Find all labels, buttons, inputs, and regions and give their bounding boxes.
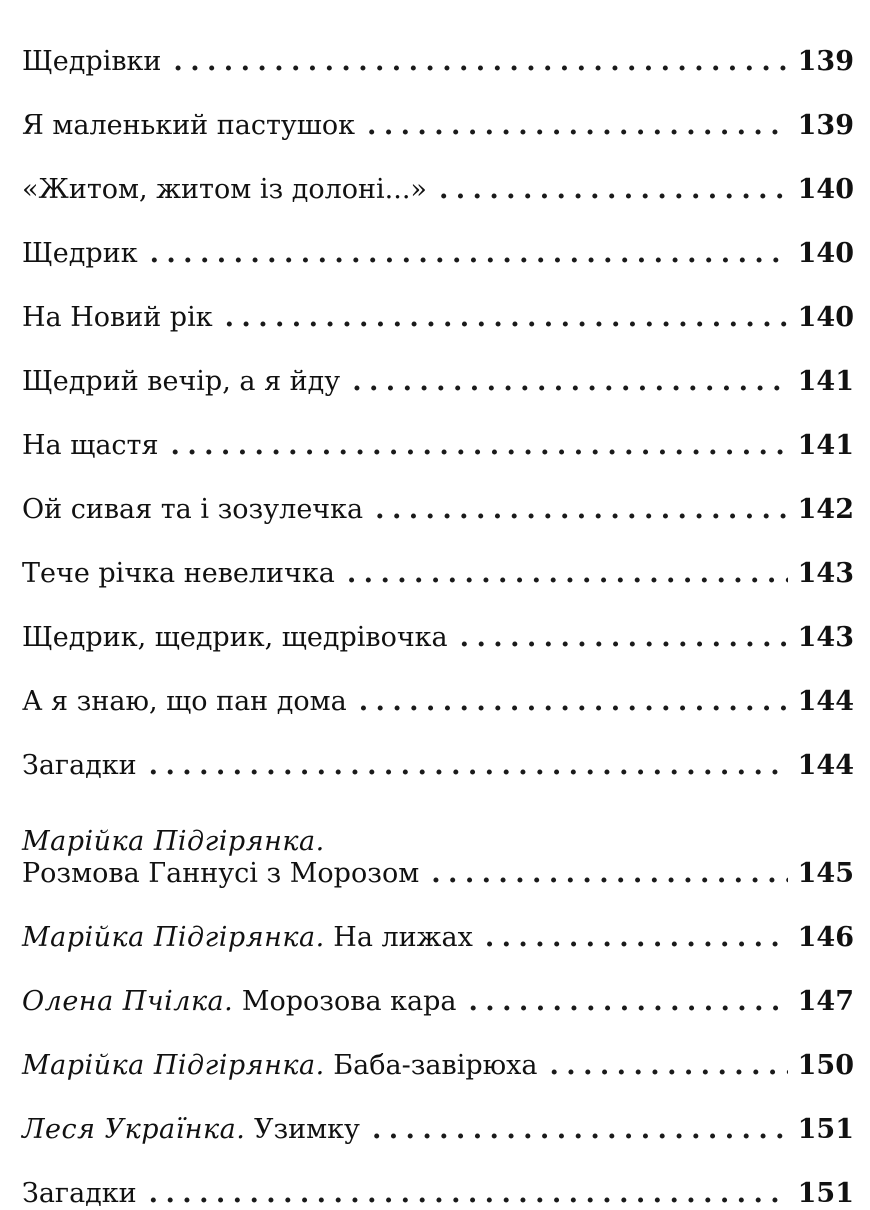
entry-title: Загадки bbox=[22, 1178, 137, 1209]
entry-title: Щедрик, щедрик, щедрівочка bbox=[22, 622, 448, 653]
toc-entry[interactable] bbox=[22, 1146, 854, 1210]
entry-title: Щедрий вечір, а я йду bbox=[22, 366, 341, 397]
toc-entry[interactable] bbox=[22, 1018, 854, 1082]
entry-title: На Новий рік bbox=[22, 302, 213, 333]
entry-author: Леся Українка. bbox=[22, 1114, 246, 1145]
entry-author: Марійка Підгірянка. bbox=[22, 826, 325, 857]
dot-leader bbox=[173, 46, 787, 78]
toc-entry[interactable] bbox=[22, 654, 854, 718]
toc-entry[interactable] bbox=[22, 78, 854, 142]
toc-entry[interactable] bbox=[22, 782, 854, 890]
entry-title: Щедрик bbox=[22, 238, 138, 269]
dot-leader bbox=[225, 302, 788, 334]
page-number: 144 bbox=[797, 686, 854, 717]
entry-title: Ой сивая та і зозулечка bbox=[22, 494, 364, 525]
dot-leader bbox=[439, 174, 788, 206]
entry-title-block bbox=[22, 1050, 537, 1082]
entry-title: Баба-завірюха bbox=[333, 1050, 538, 1081]
dot-leader bbox=[469, 986, 788, 1018]
page-number: 140 bbox=[797, 302, 854, 333]
page-number: 144 bbox=[797, 750, 854, 781]
page-number: 150 bbox=[797, 1050, 854, 1081]
toc-entry[interactable] bbox=[22, 14, 854, 78]
page-number: 142 bbox=[797, 494, 854, 525]
page-number: 151 bbox=[797, 1178, 854, 1209]
dot-leader bbox=[171, 430, 788, 462]
toc-entry[interactable] bbox=[22, 890, 854, 954]
page-number: 140 bbox=[797, 174, 854, 205]
toc-entry[interactable] bbox=[22, 398, 854, 462]
page-number: 143 bbox=[797, 558, 854, 589]
dot-leader bbox=[460, 622, 788, 654]
toc-entry[interactable] bbox=[22, 270, 854, 334]
entry-title: На щастя bbox=[22, 430, 159, 461]
dot-leader bbox=[485, 922, 788, 954]
entry-title: Узимку bbox=[253, 1114, 360, 1145]
dot-leader bbox=[375, 494, 787, 526]
toc-entry[interactable] bbox=[22, 526, 854, 590]
dot-leader bbox=[372, 1114, 788, 1146]
entry-title: На лижах bbox=[333, 922, 473, 953]
toc-entry[interactable] bbox=[22, 142, 854, 206]
page-number: 146 bbox=[797, 922, 854, 953]
dot-leader bbox=[549, 1050, 787, 1082]
entry-title: Щедрівки bbox=[22, 46, 162, 77]
page-number: 139 bbox=[797, 110, 854, 141]
entry-title: Морозова кара bbox=[241, 986, 457, 1017]
page-number: 141 bbox=[797, 430, 854, 461]
toc-entry[interactable] bbox=[22, 1082, 854, 1146]
dot-leader bbox=[352, 366, 787, 398]
dot-leader bbox=[149, 1178, 788, 1210]
entry-title-block bbox=[22, 826, 419, 890]
entry-title-block bbox=[22, 1114, 360, 1146]
dot-leader bbox=[347, 558, 788, 590]
table-of-contents bbox=[22, 14, 854, 1210]
entry-title: Тече річка невеличка bbox=[22, 558, 335, 589]
entry-title: Я маленький пастушок bbox=[22, 110, 356, 141]
dot-leader bbox=[149, 750, 788, 782]
entry-title: Розмова Ганнусі з Морозом bbox=[22, 858, 420, 889]
page-number: 151 bbox=[797, 1114, 854, 1145]
entry-author: Марійка Підгірянка. bbox=[22, 1050, 325, 1081]
toc-entry[interactable] bbox=[22, 590, 854, 654]
entry-title: А я знаю, що пан дома bbox=[22, 686, 347, 717]
entry-author: Марійка Підгірянка. bbox=[22, 922, 325, 953]
page-number: 139 bbox=[797, 46, 854, 77]
page-number: 143 bbox=[797, 622, 854, 653]
entry-title-block bbox=[22, 986, 457, 1018]
dot-leader bbox=[367, 110, 788, 142]
toc-entry[interactable] bbox=[22, 462, 854, 526]
entry-title: Загадки bbox=[22, 750, 137, 781]
toc-entry[interactable] bbox=[22, 334, 854, 398]
dot-leader bbox=[359, 686, 788, 718]
toc-entry[interactable] bbox=[22, 954, 854, 1018]
dot-leader bbox=[150, 238, 788, 270]
entry-author: Олена Пчілка. bbox=[22, 986, 234, 1017]
entry-title-block bbox=[22, 922, 473, 954]
entry-title: «Житом, житом із долоні...» bbox=[22, 174, 427, 205]
dot-leader bbox=[431, 858, 787, 890]
page-number: 140 bbox=[797, 238, 854, 269]
page-number: 141 bbox=[797, 366, 854, 397]
toc-entry[interactable] bbox=[22, 206, 854, 270]
page-number: 145 bbox=[797, 858, 854, 889]
toc-entry[interactable] bbox=[22, 718, 854, 782]
page-number: 147 bbox=[797, 986, 854, 1017]
